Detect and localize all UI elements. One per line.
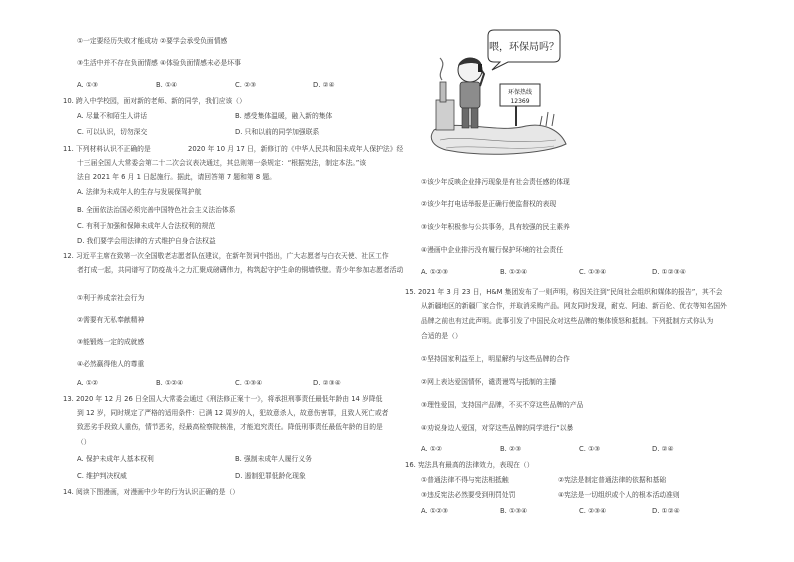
choice-b[interactable]: B. ②③ [500, 445, 522, 453]
choice-a[interactable]: A. ①②③ [421, 268, 449, 276]
q11-stem-line-3: 法自 2021 年 6 月 1 日起施行。据此，请回答第 7 题和第 8 题。 [77, 173, 276, 181]
choice-b[interactable]: B. ①③④ [500, 507, 528, 515]
q10-choice-c[interactable]: C. 可以认识，切勿深交 [77, 128, 148, 136]
q15-stem-line-4: 合适的是（） [421, 332, 462, 340]
sign-number: 12369 [510, 98, 530, 105]
q13-choice-a[interactable]: A. 保护未成年人基本权利 [77, 455, 154, 463]
q12-option-4: ④必然赢得他人的尊重 [77, 360, 145, 368]
q14-option-2: ②该少年打电话举报是正确行使监督权的表现 [421, 200, 557, 208]
q12-option-1: ①利于养成亲社会行为 [77, 294, 145, 302]
choice-b[interactable]: B. ①②④ [500, 268, 528, 276]
choice-c[interactable]: C. ①③ [579, 445, 601, 453]
q9-option-line-2: ③生活中并不存在负面情感 ④体验负面情感未必是坏事 [77, 59, 241, 67]
q10-choice-d[interactable]: D. 只和以前的同学加强联系 [235, 128, 320, 136]
q14-option-1: ①该少年反映企业排污现象是有社会责任感的体现 [421, 178, 570, 186]
q12-option-3: ③能锻炼一定的成就感 [77, 338, 145, 346]
q13-stem-line-2: 到 12 岁，同时规定了严格的适用条件：已满 12 周岁的人，犯故意杀人，故意伤害罪，且致人死亡或者 [77, 409, 389, 417]
q16-option-3: ③违反宪法必然要受到刑罚处罚 [421, 491, 516, 499]
q11-choice-c[interactable]: C. 有利于加强和保障未成年人合法权利的规范 [77, 222, 216, 230]
q11-choice-b[interactable]: B. 全面依法治国必须完善中国特色社会主义法治体系 [77, 206, 236, 214]
q13-stem-line-1: 13. 2020 年 12 月 26 日全国人大常委会通过《刑法修正案十一》，将承担刑事责任最低年龄由 14 岁降低 [63, 395, 383, 403]
q16-option-1: ①普通法律不得与宪法相抵触 [421, 476, 509, 484]
q16-option-4: ④宪法是一切组织或个人的根本活动准则 [558, 491, 680, 499]
q12-stem-line-1: 12. 习近平主席在致第一次全国敬老志愿者队伍建议，在新年贺词中指出，广大志愿者与白衣天使、社区工作 [63, 252, 389, 260]
sign-title: 环保热线 [507, 89, 533, 96]
q16-option-2: ②宪法是制定普通法律的依据和基础 [558, 476, 667, 484]
q16-stem: 16. 宪法具有最高的法律效力，表现在（） [405, 461, 534, 469]
q13-choice-d[interactable]: D. 遏制犯罪低龄化现象 [235, 472, 306, 480]
q14-option-4: ④漫画中企业排污没有履行保护环境的社会责任 [421, 246, 564, 254]
q13-stem-line-4: （） [77, 438, 91, 446]
q15-option-2: ②网上表达爱国情怀，谴责谩骂与抵制的主播 [421, 378, 557, 386]
q11-stem-line-2: 十三届全国人大常委会第二十二次会议表决通过，其总则第一条规定：“根据宪法，制定本法。”该 [77, 159, 367, 167]
q15-stem-line-2: 从新疆地区的新疆厂家合作，并取消采购产品。网友同时发现，耐克、阿迪、新百伦、优衣等知名国外 [421, 302, 727, 310]
q11-choice-d[interactable]: D. 我们要学会用法律的方式维护自身合法权益 [77, 237, 216, 245]
choice-d[interactable]: D. ②③④ [313, 379, 341, 387]
q10-choice-a[interactable]: A. 尽量不和陌生人讲话 [77, 112, 148, 120]
q12-option-2: ②需要有无私奉献精神 [77, 316, 145, 324]
choice-c[interactable]: C. ①③④ [235, 379, 263, 387]
q11-stem-a: 11. 下列材料认识不正确的是 [63, 145, 151, 153]
choice-c[interactable]: C. ②③④ [579, 507, 607, 515]
choice-d[interactable]: D. ①②③④ [652, 268, 686, 276]
q11-choice-a[interactable]: A. 法律为未成年人的生存与发展保驾护航 [77, 188, 202, 196]
q15-stem-line-3: 品牌之前也有过此声明。此事引发了中国民众对这些品牌的集体愤怒和抵制。下列抵制方式你认为 [421, 317, 714, 325]
q15-stem-line-1: 15. 2021 年 3 月 23 日，H&M 集团发布了一则声明，称因关注到“民间社会组织和媒体的报告”，其不会 [405, 288, 723, 296]
q13-stem-line-3: 致恶劣手段致人重伤，情节恶劣，经最高检察院核准，才能追究责任。降低刑事责任最低年龄的目的是 [77, 423, 383, 431]
choice-b[interactable]: B. ①②④ [156, 379, 184, 387]
choice-a[interactable]: A. ①②③ [421, 507, 449, 515]
speech-text: 喂，环保局吗？ [489, 42, 559, 53]
q15-option-3: ③理性爱国，支持国产品牌，不买不穿这些品牌的产品 [421, 401, 584, 409]
choice-d[interactable]: D. ①②④ [652, 507, 680, 515]
q15-option-1: ①坚持国家利益至上，明星解约与这些品牌的合作 [421, 355, 570, 363]
q11-stem-b: 2020 年 10 月 17 日，新修订的《中华人民共和国未成年人保护法》经 [188, 145, 404, 153]
q9-option-line-1: ①一定要经历失败才能成功 ②要学会承受负面情感 [77, 37, 228, 45]
q14-stem: 14. 阅读下图漫画，对漫画中少年的行为认识正确的是（） [63, 488, 240, 496]
q14-option-3: ③该少年积极参与公共事务，具有较强的民主素养 [421, 223, 570, 231]
choice-d[interactable]: D. ②④ [313, 81, 335, 89]
q13-choice-b[interactable]: B. 强制未成年人履行义务 [235, 455, 312, 463]
q10-choice-b[interactable]: B. 感受集体温暖，融入新的集体 [235, 112, 333, 120]
choice-d[interactable]: D. ②④ [652, 445, 674, 453]
q13-choice-c[interactable]: C. 维护判决权威 [77, 472, 127, 480]
cartoon-drawing [426, 22, 571, 162]
choice-a[interactable]: A. ①② [421, 445, 443, 453]
q15-option-4: ④劝说身边人爱国，对穿这些品牌的同学进行“以暴 [421, 424, 574, 432]
choice-c[interactable]: C. ①③④ [579, 268, 607, 276]
choice-a[interactable]: A. ①③ [77, 81, 99, 89]
cartoon-illustration [426, 22, 571, 162]
q12-stem-line-2: 者打成一起，共同谱写了防疫战斗之力汇聚成磅礴伟力，构筑起守护生命的铜墙铁壁。青少年参加志愿者活动 [77, 266, 404, 274]
choice-c[interactable]: C. ②③ [235, 81, 257, 89]
choice-a[interactable]: A. ①② [77, 379, 99, 387]
choice-b[interactable]: B. ①④ [156, 81, 178, 89]
q10-stem: 10. 跨入中学校园，面对新的老师、新的同学，我们应该（） [63, 97, 246, 105]
